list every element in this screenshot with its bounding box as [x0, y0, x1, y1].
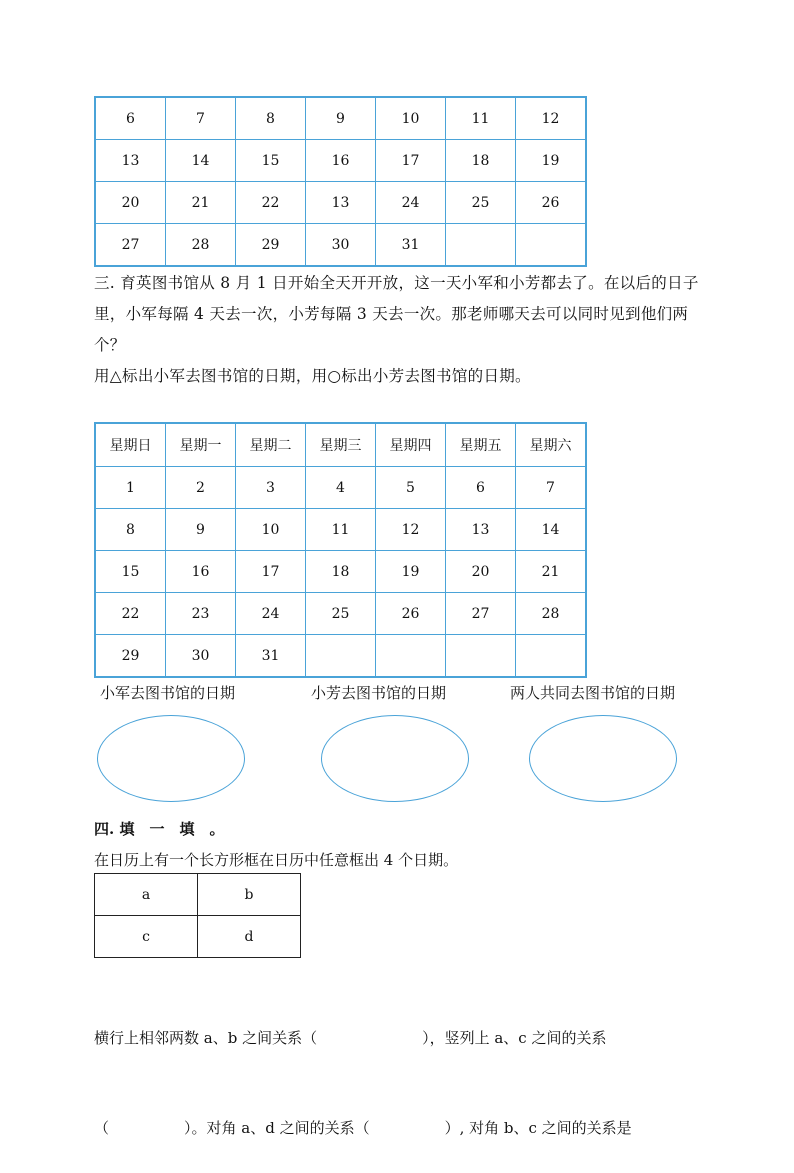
section3-paragraph	[94, 268, 714, 392]
calendar1-cell: 22	[236, 182, 306, 224]
calendar1-cell: 15	[236, 140, 306, 182]
calendar2-cell[interactable]: 16	[166, 551, 236, 593]
calendar2-cell[interactable]: 6	[446, 467, 516, 509]
calendar2-cell[interactable]: 12	[376, 509, 446, 551]
answer-ellipse-both[interactable]	[529, 715, 677, 802]
calendar2-cell[interactable]: 10	[236, 509, 306, 551]
weekday-header: 星期四	[376, 423, 446, 467]
calendar2-cell[interactable]: 7	[516, 467, 587, 509]
calendar1-cell: 10	[376, 97, 446, 140]
calendar2-cell[interactable]: 27	[446, 593, 516, 635]
calendar1-cell: 12	[516, 97, 587, 140]
calendar2-cell[interactable]: 23	[166, 593, 236, 635]
weekday-header: 星期五	[446, 423, 516, 467]
weekday-header: 星期一	[166, 423, 236, 467]
calendar2-cell[interactable]: 30	[166, 635, 236, 678]
section4-intro: 在日历上有一个长方形框在日历中任意框出 4 个日期。	[94, 851, 459, 869]
calendar2-cell[interactable]: 17	[236, 551, 306, 593]
calendar1-cell: 19	[516, 140, 587, 182]
calendar1-cell: 25	[446, 182, 516, 224]
weekday-header: 星期六	[516, 423, 587, 467]
box-cell-a: a	[95, 874, 198, 916]
calendar2-cell[interactable]	[516, 635, 587, 678]
label-xiaojun-dates: 小军去图书馆的日期	[100, 684, 236, 702]
calendar2-cell[interactable]: 31	[236, 635, 306, 678]
calendar1-cell: 28	[166, 224, 236, 267]
calendar2-row	[95, 509, 586, 551]
calendar1-cell: 7	[166, 97, 236, 140]
box-cell-c: c	[95, 916, 198, 958]
calendar1-cell: 16	[306, 140, 376, 182]
calendar2-row	[95, 635, 586, 678]
answer-ellipse-xiaofang[interactable]	[321, 715, 469, 802]
calendar2-cell[interactable]	[306, 635, 376, 678]
calendar1-row	[95, 182, 586, 224]
label-both-dates: 两人共同去图书馆的日期	[510, 684, 676, 702]
calendar2-cell[interactable]: 21	[516, 551, 587, 593]
calendar-table-1	[94, 96, 587, 267]
section3-line2: 里，小军每隔 4 天去一次，小芳每隔 3 天去一次。那老师哪天去可以同时见到他们两个？	[94, 305, 689, 354]
calendar2-row	[95, 593, 586, 635]
calendar2-cell[interactable]: 29	[95, 635, 166, 678]
weekday-header: 星期二	[236, 423, 306, 467]
calendar2-cell[interactable]: 26	[376, 593, 446, 635]
section3-line1: 三. 育英图书馆从 8 月 1 日开始全天开开放，这一天小军和小芳都去了。在以后的日子	[94, 274, 699, 292]
calendar2-cell[interactable]: 1	[95, 467, 166, 509]
section4-line2: （ ）。对角 a、d 之间的关系（ ）, 对角 b、c 之间的关系是	[94, 1119, 632, 1137]
calendar1-cell: 30	[306, 224, 376, 267]
calendar2-cell[interactable]: 2	[166, 467, 236, 509]
calendar2-cell[interactable]: 20	[446, 551, 516, 593]
calendar1-cell	[446, 224, 516, 267]
calendar2-row	[95, 467, 586, 509]
calendar1-cell: 29	[236, 224, 306, 267]
calendar2-cell[interactable]: 28	[516, 593, 587, 635]
calendar1-cell: 24	[376, 182, 446, 224]
section4-question	[94, 963, 632, 1173]
calendar1-cell: 9	[306, 97, 376, 140]
section3-line3: 用△标出小军去图书馆的日期，用○标出小芳去图书馆的日期。	[94, 367, 531, 385]
section4-title: 四. 填 一 填 。	[94, 820, 225, 838]
calendar2-cell[interactable]: 19	[376, 551, 446, 593]
calendar1-cell: 26	[516, 182, 587, 224]
calendar1-cell: 27	[95, 224, 166, 267]
calendar2-cell[interactable]: 15	[95, 551, 166, 593]
calendar2-cell[interactable]: 5	[376, 467, 446, 509]
weekday-header: 星期日	[95, 423, 166, 467]
calendar1-cell: 13	[95, 140, 166, 182]
calendar2-cell[interactable]: 24	[236, 593, 306, 635]
calendar1-cell: 17	[376, 140, 446, 182]
calendar2-cell[interactable]: 22	[95, 593, 166, 635]
calendar2-cell[interactable]: 9	[166, 509, 236, 551]
calendar2-cell[interactable]: 3	[236, 467, 306, 509]
calendar2-header-row	[95, 423, 586, 467]
calendar2-cell[interactable]: 11	[306, 509, 376, 551]
calendar2-cell[interactable]: 13	[446, 509, 516, 551]
label-xiaofang-dates: 小芳去图书馆的日期	[311, 684, 447, 702]
calendar1-row	[95, 97, 586, 140]
box-cell-b: b	[198, 874, 301, 916]
calendar1-cell: 14	[166, 140, 236, 182]
calendar1-cell: 11	[446, 97, 516, 140]
calendar2-cell[interactable]	[376, 635, 446, 678]
calendar2-cell[interactable]: 4	[306, 467, 376, 509]
calendar1-cell: 13	[306, 182, 376, 224]
abcd-box-table	[94, 873, 301, 958]
box-cell-d: d	[198, 916, 301, 958]
calendar1-cell	[516, 224, 587, 267]
calendar2-cell[interactable]: 14	[516, 509, 587, 551]
section4-line1: 横行上相邻两数 a、b 之间关系（ ），竖列上 a、c 之间的关系	[94, 1029, 607, 1047]
calendar1-cell: 6	[95, 97, 166, 140]
answer-ellipse-xiaojun[interactable]	[97, 715, 245, 802]
calendar1-cell: 31	[376, 224, 446, 267]
calendar-table-2	[94, 422, 587, 678]
calendar2-cell[interactable]: 18	[306, 551, 376, 593]
calendar2-cell[interactable]	[446, 635, 516, 678]
calendar1-cell: 21	[166, 182, 236, 224]
calendar1-row	[95, 140, 586, 182]
weekday-header: 星期三	[306, 423, 376, 467]
calendar1-cell: 20	[95, 182, 166, 224]
calendar1-row	[95, 224, 586, 267]
calendar1-cell: 18	[446, 140, 516, 182]
calendar1-cell: 8	[236, 97, 306, 140]
calendar2-row	[95, 551, 586, 593]
calendar2-cell[interactable]: 25	[306, 593, 376, 635]
calendar2-cell[interactable]: 8	[95, 509, 166, 551]
